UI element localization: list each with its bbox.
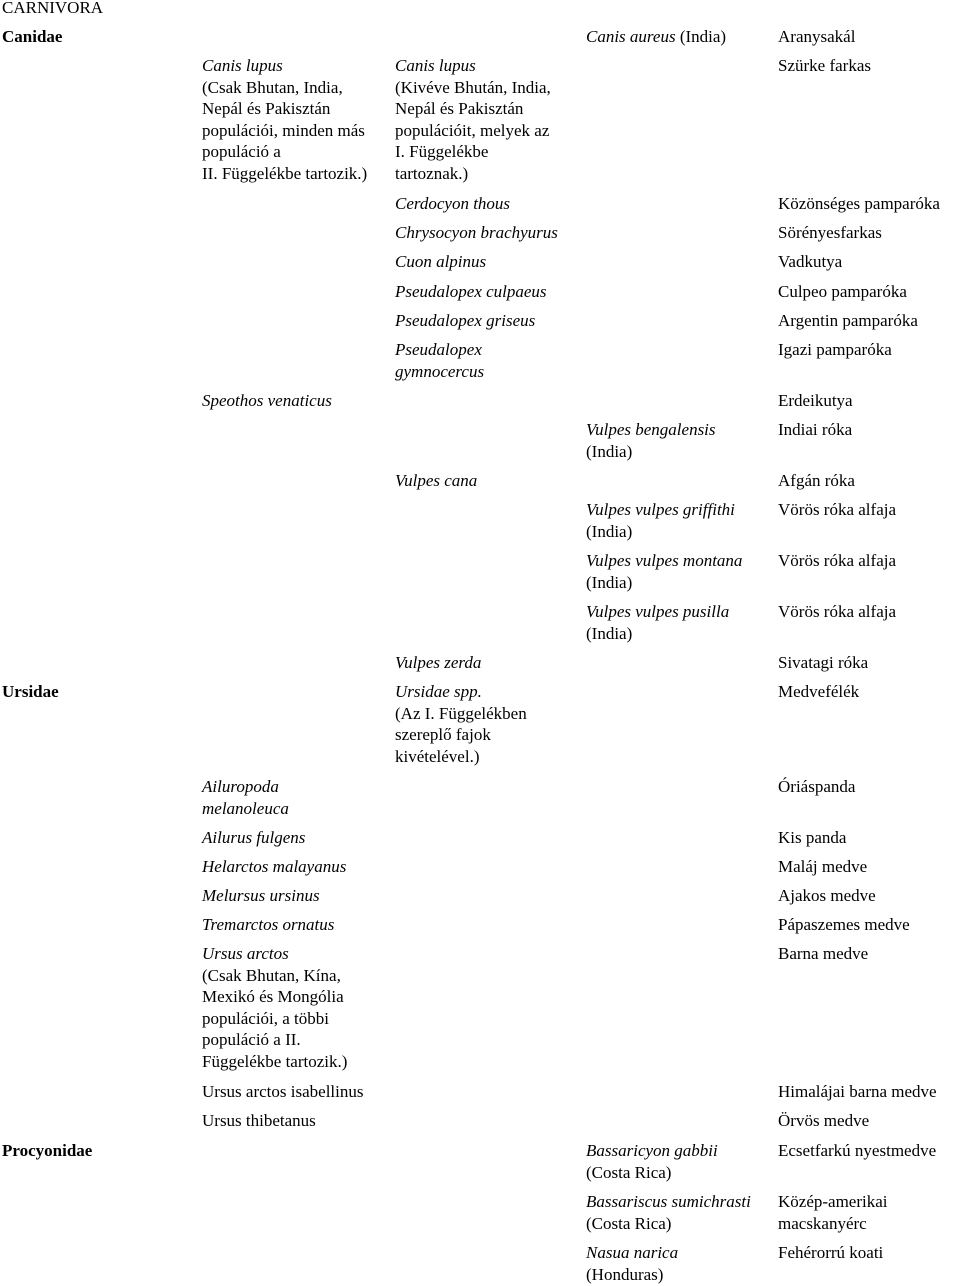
species-name-chrysocyon: Chrysocyon brachyurus <box>395 223 558 242</box>
population-note-line: populációit, melyek az <box>395 120 550 140</box>
note-line: kivételével.) <box>395 746 480 766</box>
species-name: Bassariscus sumichrasti <box>586 1192 751 1211</box>
species-entry-canis-lupus-app2 <box>395 55 551 184</box>
common-name: Afgán róka <box>778 471 855 490</box>
common-name-line: macskanyérc <box>778 1213 867 1233</box>
species-entry-bassariscus <box>586 1191 751 1234</box>
common-name-bassariscus <box>778 1191 888 1234</box>
common-name: Vadkutya <box>778 252 843 271</box>
common-name: Fehérorrú koati <box>778 1243 884 1262</box>
species-name: Ursidae spp. <box>395 682 482 701</box>
species-name-line: Ailuropoda <box>202 777 279 796</box>
species-name: Nasua narica <box>586 1243 679 1262</box>
common-name: Vörös róka alfaja <box>778 602 897 621</box>
common-name: Pápaszemes medve <box>778 915 910 934</box>
common-name: Örvös medve <box>778 1111 870 1130</box>
population-note-line: populáció a <box>202 142 281 161</box>
species-name-line: Pseudalopex <box>395 340 482 359</box>
population-note: (Honduras) <box>586 1264 664 1284</box>
common-name: Sivatagi róka <box>778 653 869 672</box>
population-note: (India) <box>586 521 633 541</box>
population-note: (India) <box>586 572 633 592</box>
common-name: Közönséges pamparóka <box>778 194 940 213</box>
species-entry-vulpes-bengalensis <box>586 419 716 462</box>
species-name-vulpes-cana: Vulpes cana <box>395 471 478 490</box>
species-name: Canis aureus <box>586 27 676 46</box>
species-name-ailurus: Ailurus fulgens <box>202 828 306 847</box>
species-entry-nasua <box>586 1242 678 1285</box>
species-entry-pseudalopex-gymnocercus <box>395 339 484 382</box>
note-line: szereplő fajok <box>395 725 491 744</box>
common-name: Óriáspanda <box>778 777 856 796</box>
common-name: Himalájai barna medve <box>778 1082 937 1101</box>
family-canidae: Canidae <box>2 27 63 46</box>
population-note-line: populáció a II. <box>202 1030 301 1049</box>
common-name: Ecsetfarkú nyestmedve <box>778 1141 937 1160</box>
common-name: Argentin pamparóka <box>778 311 918 330</box>
population-note-line: I. Függelékbe <box>395 142 489 161</box>
population-note-line: Függelékbe tartozik.) <box>202 1051 348 1071</box>
population-note-line: Nepál és Pakisztán <box>202 99 331 118</box>
species-name-line: gymnocercus <box>395 361 485 381</box>
species-name: Canis lupus <box>202 56 283 75</box>
common-name: Szürke farkas <box>778 56 871 75</box>
species-name-helarctos: Helarctos malayanus <box>202 857 347 876</box>
species-name-melursus: Melursus ursinus <box>202 886 320 905</box>
species-entry-ailuropoda <box>202 776 289 819</box>
species-name-cuon: Cuon alpinus <box>395 252 487 271</box>
population-note-line: Mexikó és Mongólia <box>202 987 344 1006</box>
note-line: (Az I. Függelékben <box>395 703 527 723</box>
species-name-pseudalopex-griseus: Pseudalopex griseus <box>395 311 536 330</box>
species-entry-vulpes-montana <box>586 550 742 593</box>
common-name: Indiai róka <box>778 420 853 439</box>
order-title: CARNIVORA <box>2 0 104 17</box>
common-name: Sörényesfarkas <box>778 223 882 242</box>
common-name: Erdeikutya <box>778 391 853 410</box>
species-name-vulpes-zerda: Vulpes zerda <box>395 653 482 672</box>
species-row-canis-aureus <box>586 26 726 48</box>
species-name: Ursus arctos <box>202 944 289 963</box>
common-name: Culpeo pamparóka <box>778 282 907 301</box>
common-name-line: Közép-amerikai <box>778 1192 888 1211</box>
population-note-line: II. Függelékbe tartozik.) <box>202 163 368 183</box>
common-name: Vörös róka alfaja <box>778 500 897 519</box>
population-note: (Costa Rica) <box>586 1162 672 1182</box>
species-entry-canis-lupus-app1 <box>202 55 367 184</box>
population-note-line: populációi, minden más <box>202 120 365 140</box>
species-name-pseudalopex-culpaeus: Pseudalopex culpaeus <box>395 282 547 301</box>
common-name: Kis panda <box>778 828 847 847</box>
species-name: Vulpes vulpes griffithi <box>586 500 735 519</box>
species-entry-ursus-arctos <box>202 943 347 1072</box>
population-note-line: populációi, a többi <box>202 1008 330 1028</box>
common-name: Igazi pamparóka <box>778 340 892 359</box>
species-name: Vulpes bengalensis <box>586 420 716 439</box>
species-name-tremarctos: Tremarctos ornatus <box>202 915 335 934</box>
common-name: Barna medve <box>778 944 869 963</box>
species-entry-vulpes-pusilla <box>586 601 729 644</box>
species-entry-bassaricyon <box>586 1140 718 1183</box>
species-name: Canis lupus <box>395 56 476 75</box>
species-name-speothos: Speothos venaticus <box>202 391 332 410</box>
species-name-cerdocyon: Cerdocyon thous <box>395 194 511 213</box>
species-name-ursus-arctos-isabellinus: Ursus arctos isabellinus <box>202 1082 364 1101</box>
common-name: Aranysakál <box>778 27 856 46</box>
population-note-line: tartoznak.) <box>395 163 469 183</box>
population-note-line: Nepál és Pakisztán <box>395 99 524 118</box>
species-name: Bassaricyon gabbii <box>586 1141 718 1160</box>
population-note: (India) <box>679 27 727 46</box>
population-note: (Costa Rica) <box>586 1213 672 1233</box>
common-name: Maláj medve <box>778 857 868 876</box>
species-name-line: melanoleuca <box>202 798 289 818</box>
population-note: (India) <box>586 441 633 461</box>
species-entry-ursidae-spp <box>395 681 527 767</box>
common-name: Medvefélék <box>778 682 860 701</box>
population-note-line: (Csak Bhutan, India, <box>202 77 343 97</box>
common-name: Ajakos medve <box>778 886 876 905</box>
species-name: Vulpes vulpes montana <box>586 551 743 570</box>
species-name-ursus-thibetanus: Ursus thibetanus <box>202 1111 316 1130</box>
species-entry-vulpes-griffithi <box>586 499 735 542</box>
family-ursidae: Ursidae <box>2 682 59 701</box>
common-name: Vörös róka alfaja <box>778 551 897 570</box>
population-note-line: (Csak Bhutan, Kína, <box>202 965 341 985</box>
population-note-line: (Kivéve Bhután, India, <box>395 77 551 97</box>
family-procyonidae: Procyonidae <box>2 1141 93 1160</box>
population-note: (India) <box>586 623 633 643</box>
species-name: Vulpes vulpes pusilla <box>586 602 730 621</box>
